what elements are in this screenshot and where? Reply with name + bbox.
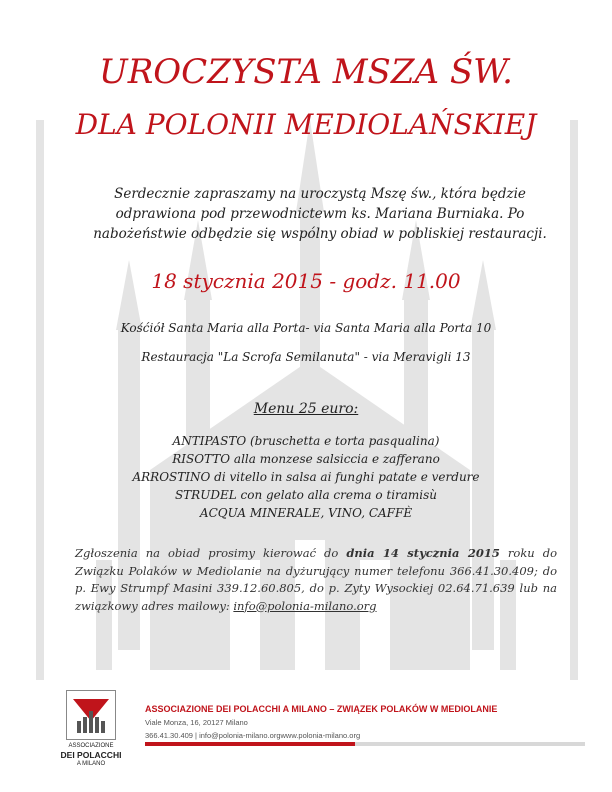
invitation-text: Serdecznie zapraszamy na uroczystą Mszę św., która będzie odprawiona pod przewodnictewm ks. Mariana Burniaka. Po nabożeństwie odbędzie się wspólny obiad w pobliskiej restauracji. <box>93 186 547 242</box>
footer-divider-red <box>145 742 355 746</box>
menu-dish: STRUDEL <box>174 488 237 502</box>
organization-address: Viale Monza, 16, 20127 Milano <box>145 718 248 727</box>
menu-dish: ANTIPASTO <box>172 434 247 448</box>
menu-desc: (bruschetta e torta pasqualina) <box>246 434 440 448</box>
signup-deadline: dnia 14 stycznia 2015 <box>346 546 500 560</box>
logo-line-3: A MILANO <box>76 761 106 767</box>
organization-contact[interactable]: 366.41.30.409 | info@polonia-milano.orgwww.polonia-milano.org <box>145 731 361 740</box>
organization-name: ASSOCIAZIONE DEI POLACCHI A MILANO – ZWIĄZEK POLAKÓW W MEDIOLANIE <box>145 704 498 714</box>
association-logo <box>56 690 126 782</box>
menu-desc: di vitello in salsa ai funghi patate e verdure <box>210 470 480 484</box>
menu-list <box>0 432 612 522</box>
event-date: 18 stycznia 2015 - godz. 11.00 <box>151 269 461 293</box>
footer-divider <box>145 742 585 746</box>
menu-item <box>0 432 612 450</box>
title-line-2: DLA POLONII MEDIOLAŃSKIEJ <box>75 108 537 141</box>
menu-item <box>0 504 612 522</box>
email-link[interactable]: info@polonia-milano.org <box>233 598 377 613</box>
signup-text-1: Zgłoszenia na obiad prosimy kierować do <box>75 546 347 560</box>
menu-desc: con gelato alla crema o tiramisù <box>236 488 438 502</box>
signup-info <box>75 545 557 615</box>
menu-dish: ACQUA MINERALE, VINO, CAFFÈ <box>199 506 413 520</box>
menu-item <box>0 486 612 504</box>
footer-divider-gray <box>355 742 585 746</box>
logo-caption <box>50 742 132 768</box>
signup-text-2: roku do Związku Polaków w Mediolanie na dyżurujący numer telefonu 366.41.30.409; do p. Ewy Strumpf Masini 339.12.60.805, do p. Zyty Wysockiej 02.64.71.639 lub na związkowy adres mailowy: <box>75 546 557 613</box>
menu-item <box>0 468 612 486</box>
menu-item <box>0 450 612 468</box>
footer-contact <box>145 703 585 742</box>
menu-desc: alla monzese salsiccia e zafferano <box>230 452 440 466</box>
title-line-1: UROCZYSTA MSZA ŚW. <box>99 52 513 92</box>
menu-dish: ARROSTINO <box>132 470 211 484</box>
logo-emblem <box>66 690 116 740</box>
logo-emblem-icon <box>67 691 115 739</box>
logo-line-1: ASSOCIAZIONE <box>68 743 114 749</box>
church-location: Kośćiół Santa Maria alla Porta- via Santa Maria alla Porta 10 <box>120 321 492 335</box>
restaurant-location: Restauracja "La Scrofa Semilanuta" - via Meravigli 13 <box>141 350 471 364</box>
menu-dish: RISOTTO <box>172 452 231 466</box>
logo-line-2: DEI POLACCHI <box>60 750 122 760</box>
menu-title: Menu 25 euro: <box>253 401 359 417</box>
